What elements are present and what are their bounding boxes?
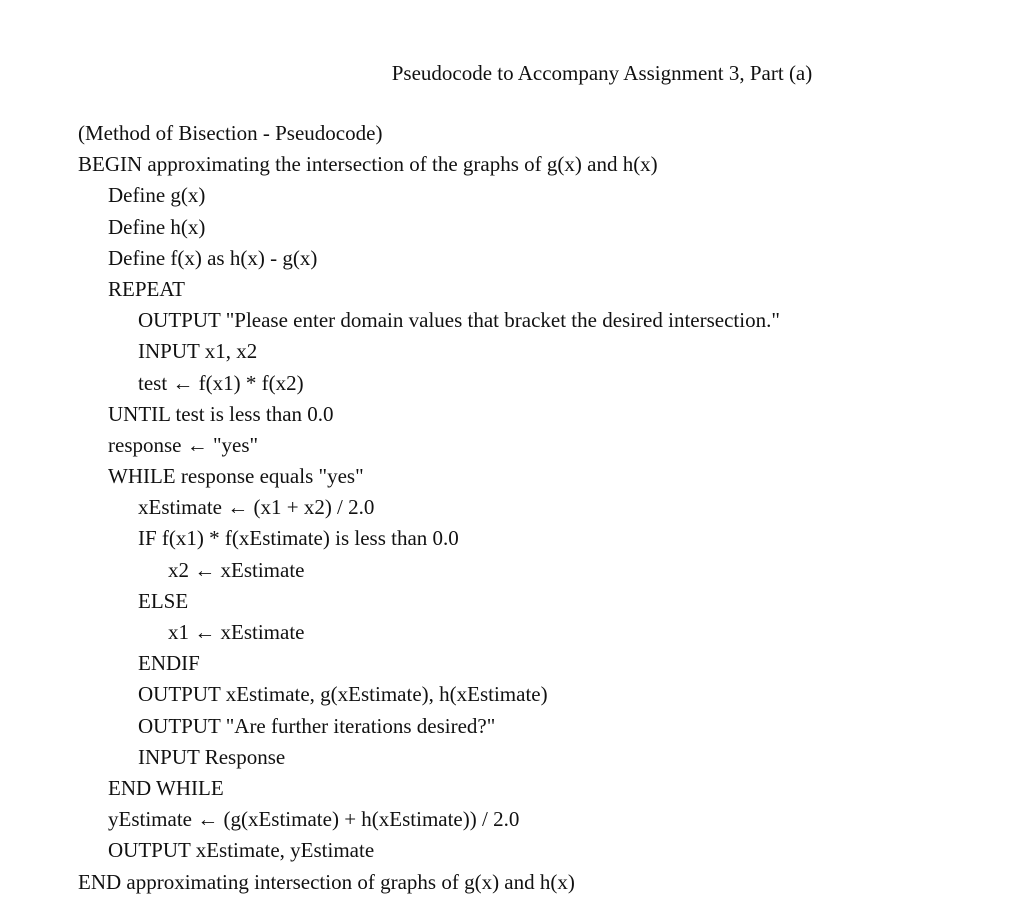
page-title: Pseudocode to Accompany Assignment 3, Part (a) <box>391 61 813 85</box>
code-line: ELSE <box>138 588 189 613</box>
code-line: OUTPUT xEstimate, yEstimate <box>108 838 375 863</box>
code-line: (Method of Bisection - Pseudocode) <box>78 121 383 145</box>
pseudocode-block <box>78 118 1008 898</box>
code-line: WHILE response equals "yes" <box>108 464 364 489</box>
code-line: ENDIF <box>138 651 200 676</box>
code-line: OUTPUT xEstimate, g(xEstimate), h(xEstimate) <box>138 682 548 707</box>
code-line: x2 ← xEstimate <box>168 557 305 582</box>
code-line: test ← f(x1) * f(x2) <box>138 370 304 395</box>
code-line: BEGIN approximating the intersection of the graphs of g(x) and h(x) <box>78 152 658 177</box>
code-line: INPUT Response <box>138 744 286 769</box>
code-line: OUTPUT "Are further iterations desired?" <box>138 713 496 738</box>
code-line: Define f(x) as h(x) - g(x) <box>108 245 318 270</box>
code-line: IF f(x1) * f(xEstimate) is less than 0.0 <box>138 526 459 551</box>
code-line: yEstimate ← (g(xEstimate) + h(xEstimate)) / 2.0 <box>108 807 520 832</box>
code-line: Define h(x) <box>108 214 206 239</box>
code-line: REPEAT <box>108 276 186 301</box>
code-line: INPUT x1, x2 <box>138 339 258 364</box>
code-line: x1 ← xEstimate <box>168 620 305 644</box>
code-line: OUTPUT "Please enter domain values that bracket the desired intersection." <box>138 308 780 333</box>
code-line: END WHILE <box>108 775 224 800</box>
code-line: xEstimate ← (x1 + x2) / 2.0 <box>138 495 375 520</box>
code-line: UNTIL test is less than 0.0 <box>108 401 334 426</box>
code-line: Define g(x) <box>108 183 206 208</box>
code-line: response ← "yes" <box>108 432 259 457</box>
code-line: END approximating intersection of graphs of g(x) and h(x) <box>78 869 575 894</box>
